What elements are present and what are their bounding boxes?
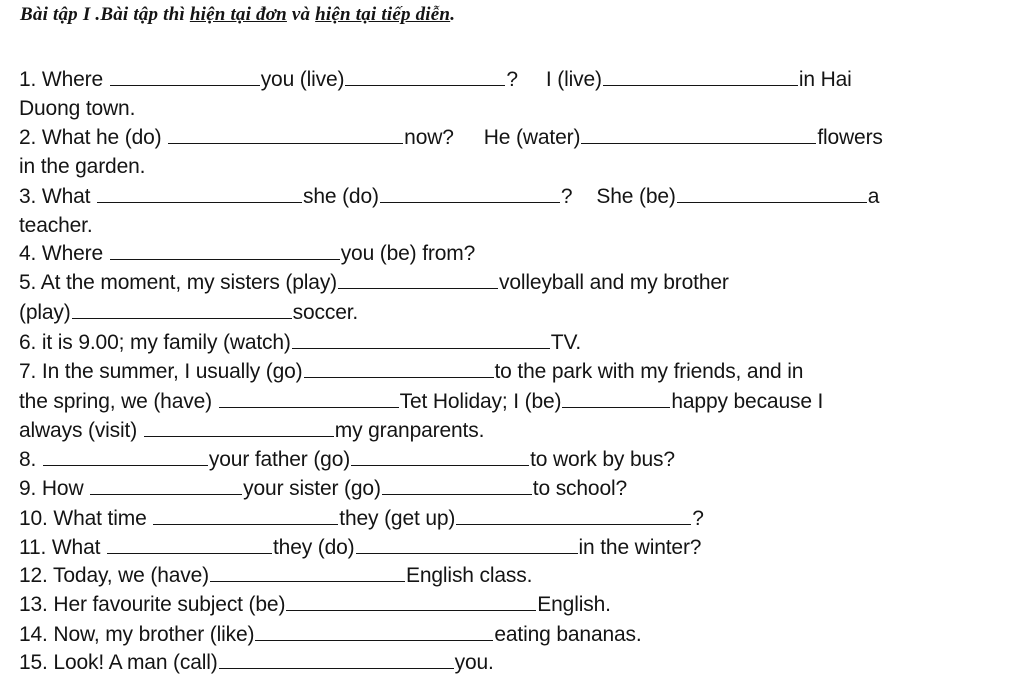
answer-blank[interactable]: [292, 330, 550, 349]
answer-blank[interactable]: [110, 67, 260, 86]
answer-blank[interactable]: [219, 389, 399, 408]
question-1-cont: Duong town.: [19, 97, 136, 120]
answer-blank[interactable]: [286, 592, 536, 611]
answer-blank[interactable]: [153, 506, 338, 525]
question-12: 12. Today, we (have) English class.: [19, 564, 533, 587]
question-10: 10. What time they (get up) ?: [19, 507, 704, 530]
question-3-cont: teacher.: [19, 214, 93, 237]
question-7-cont: the spring, we (have) Tet Holiday; I (be) happy because I: [19, 390, 824, 413]
answer-blank[interactable]: [90, 476, 242, 495]
answer-blank[interactable]: [168, 125, 403, 144]
answer-blank[interactable]: [97, 184, 302, 203]
answer-blank[interactable]: [677, 184, 867, 203]
exercise-title: Bài tập I .Bài tập thì hiện tại đơn và hiện tại tiếp diễn.: [20, 4, 456, 25]
answer-blank[interactable]: [304, 359, 494, 378]
answer-blank[interactable]: [581, 125, 816, 144]
question-7-cont-2: always (visit) my granparents.: [19, 419, 485, 442]
answer-blank[interactable]: [351, 447, 529, 466]
answer-blank[interactable]: [255, 622, 493, 641]
answer-blank[interactable]: [219, 650, 454, 669]
answer-blank[interactable]: [345, 67, 505, 86]
answer-blank[interactable]: [43, 447, 208, 466]
question-6: 6. it is 9.00; my family (watch) TV.: [19, 331, 582, 354]
question-9: 9. How your sister (go) to school?: [19, 477, 628, 500]
answer-blank[interactable]: [380, 184, 560, 203]
question-15: 15. Look! A man (call) you.: [19, 651, 494, 674]
question-14: 14. Now, my brother (like) eating bananas.: [19, 623, 642, 646]
question-4: 4. Where you (be) from?: [19, 242, 476, 265]
answer-blank[interactable]: [72, 300, 292, 319]
answer-blank[interactable]: [562, 389, 670, 408]
answer-blank[interactable]: [356, 535, 578, 554]
question-5: 5. At the moment, my sisters (play) volleyball and my brother: [19, 271, 729, 294]
question-7: 7. In the summer, I usually (go) to the park with my friends, and in: [19, 360, 804, 383]
question-11: 11. What they (do) in the winter?: [19, 536, 702, 559]
tense-present-continuous: hiện tại tiếp diễn: [315, 4, 451, 25]
answer-blank[interactable]: [110, 241, 340, 260]
question-1: 1. Where you (live) ? I (live) in Hai: [19, 68, 852, 91]
answer-blank[interactable]: [210, 563, 405, 582]
question-2: 2. What he (do) now? He (water) flowers: [19, 126, 883, 149]
answer-blank[interactable]: [603, 67, 798, 86]
question-2-cont: in the garden.: [19, 155, 146, 178]
question-5-cont: (play) soccer.: [19, 301, 359, 324]
question-8: 8. your father (go) to work by bus?: [19, 448, 675, 471]
answer-blank[interactable]: [144, 418, 334, 437]
question-13: 13. Her favourite subject (be) English.: [19, 593, 611, 616]
answer-blank[interactable]: [107, 535, 272, 554]
answer-blank[interactable]: [338, 270, 498, 289]
answer-blank[interactable]: [456, 506, 691, 525]
question-3: 3. What she (do) ? She (be) a: [19, 185, 880, 208]
tense-simple-present: hiện tại đơn: [189, 4, 287, 25]
answer-blank[interactable]: [382, 476, 532, 495]
